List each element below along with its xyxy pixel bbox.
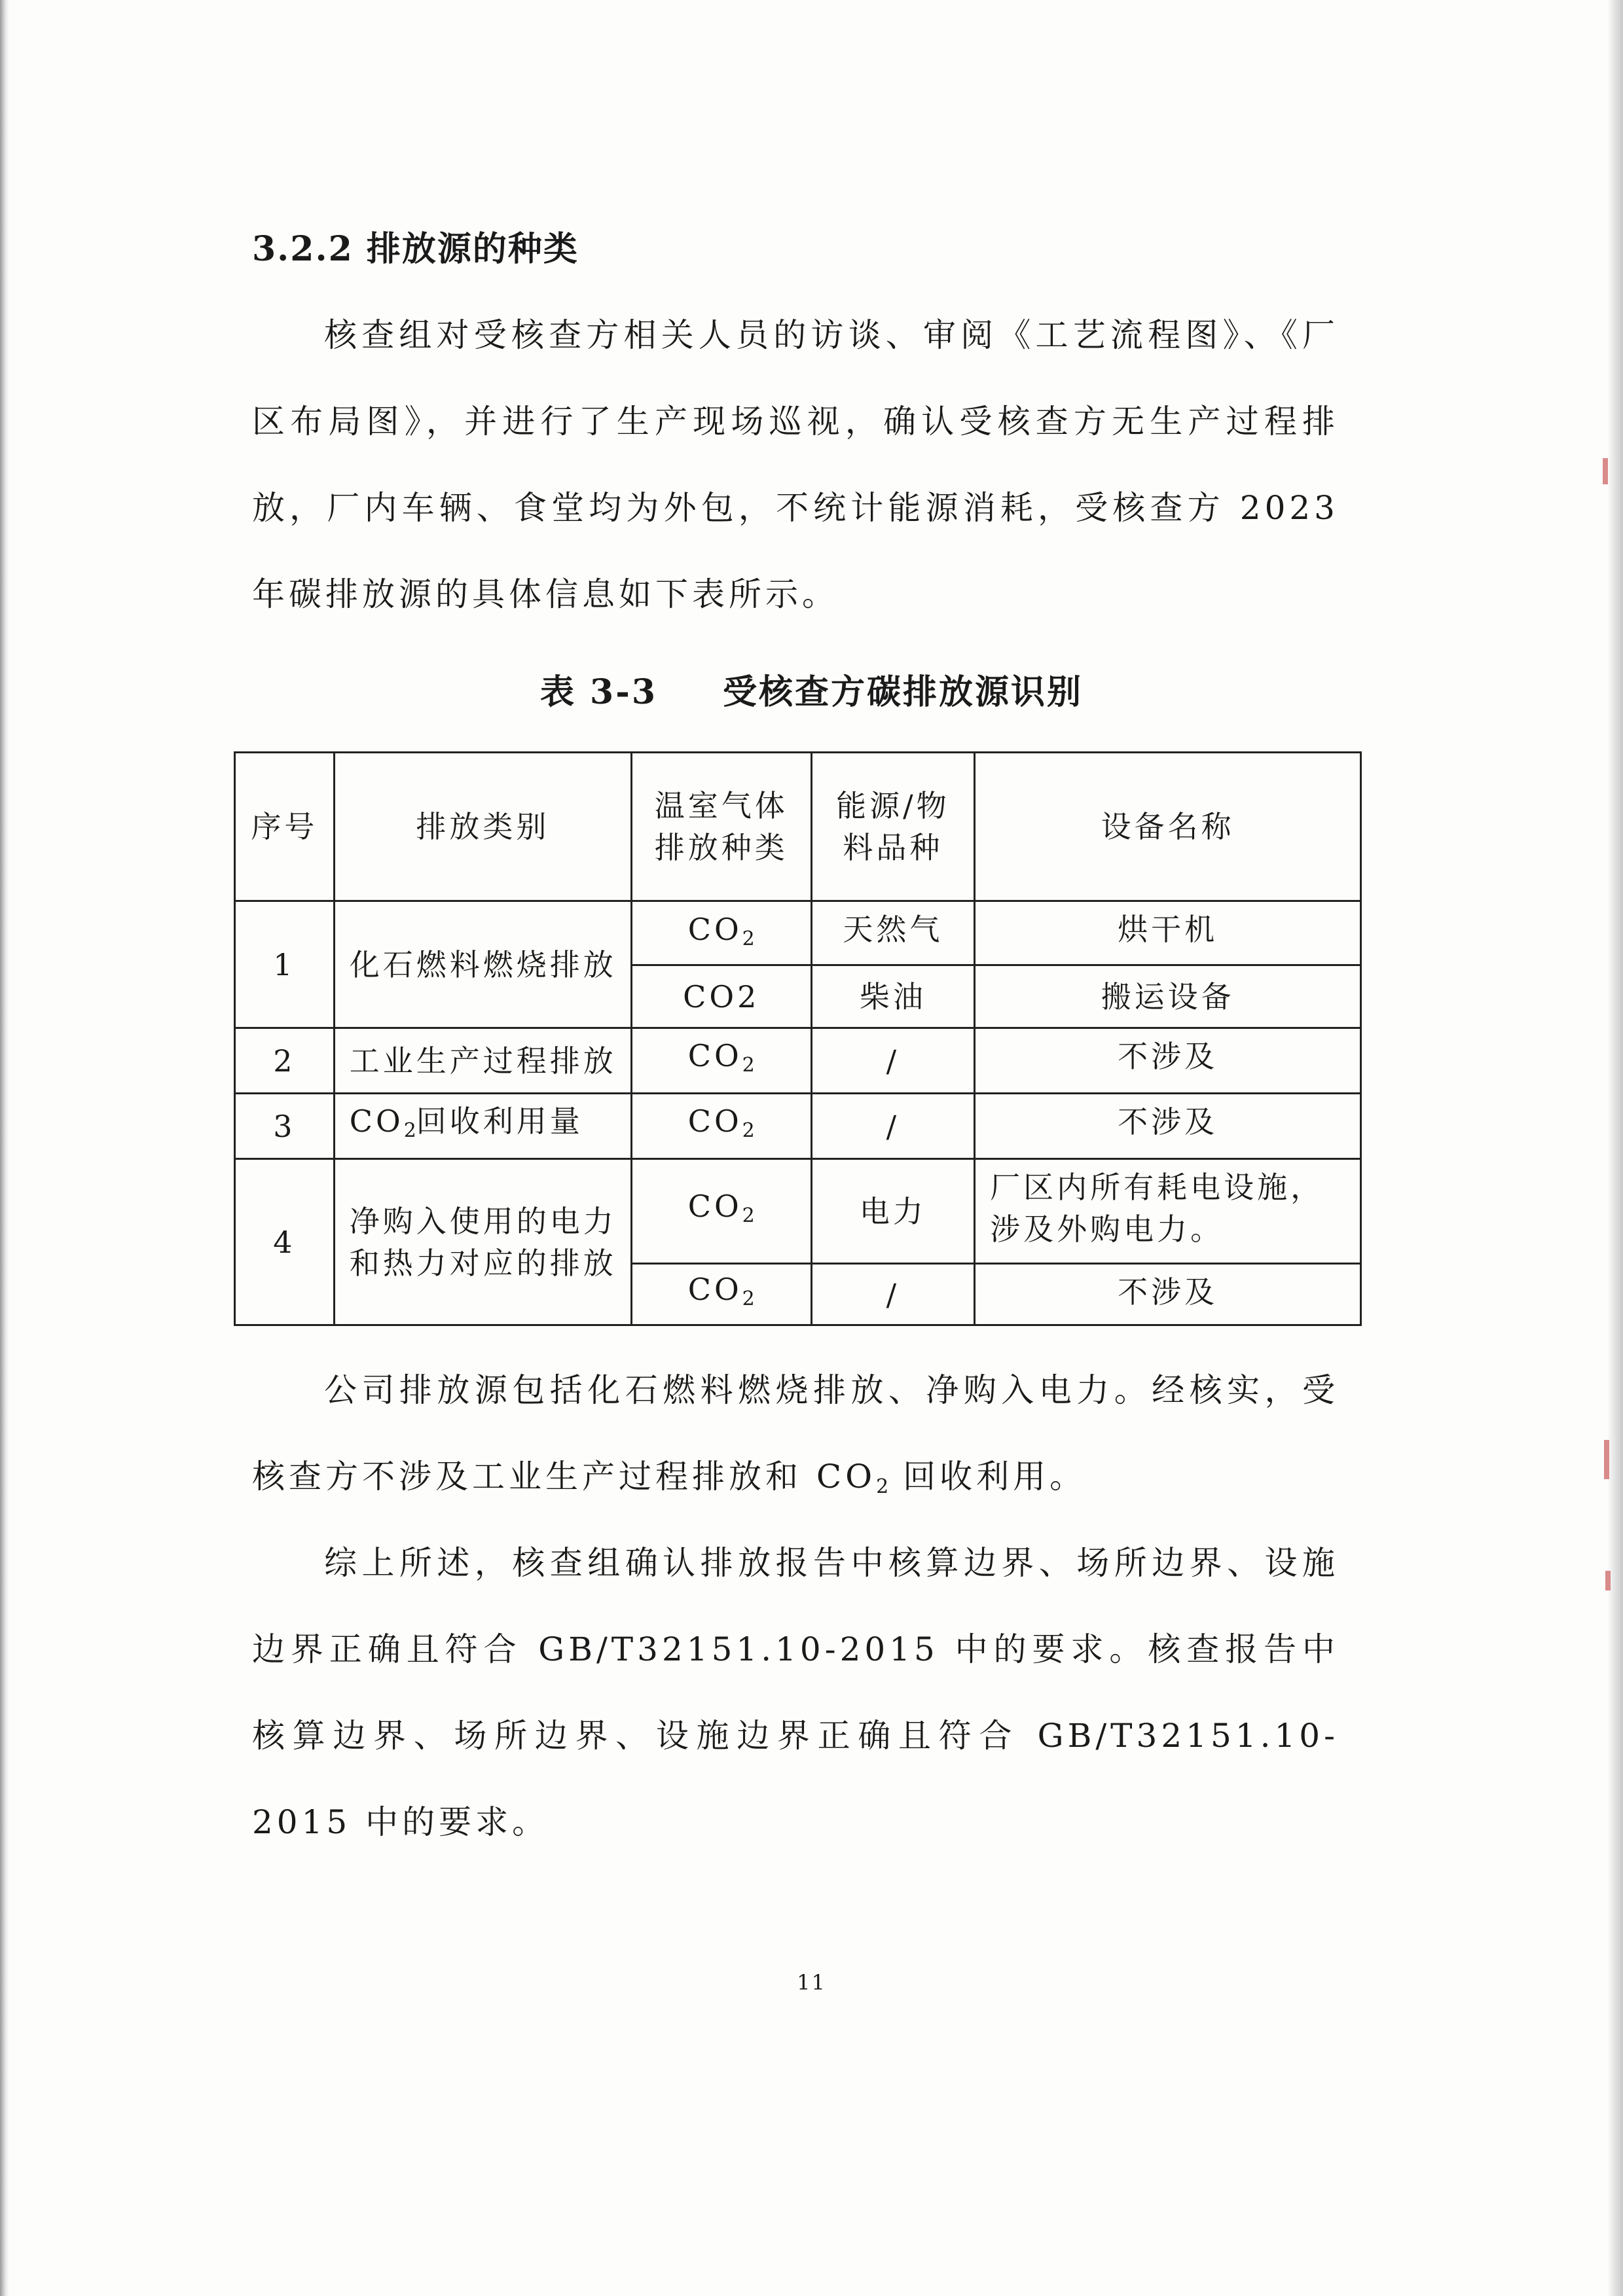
conclusion-paragraph: 综上所述，核查组确认排放报告中核算边界、场所边界、设施边界正确且符合 GB/T32151.10-2015 中的要求。核查报告中核算边界、场所边界、设施边界正确且符合 GB/T32151.10-2015 中的要求。 bbox=[252, 1544, 1339, 1841]
cell-seq: 2 bbox=[235, 1028, 335, 1094]
cell-equipment: 不涉及 bbox=[975, 1028, 1361, 1094]
summary-text-b: 回收利用。 bbox=[888, 1458, 1087, 1496]
header-ghg-line2: 排放种类 bbox=[654, 830, 788, 865]
co2-subscript: 2 bbox=[742, 1287, 755, 1310]
page-number: 11 bbox=[797, 1970, 826, 1995]
header-ghg-line1: 温室气体 bbox=[654, 788, 788, 823]
co2-subscript: 2 bbox=[742, 1119, 755, 1142]
emission-source-table bbox=[234, 751, 1362, 1326]
scan-mark bbox=[1605, 1571, 1611, 1590]
co2-subscript: 2 bbox=[742, 927, 755, 950]
category-suffix: 回收利用量 bbox=[416, 1103, 583, 1139]
cell-gas bbox=[631, 1159, 811, 1264]
scan-mark bbox=[1604, 1440, 1609, 1479]
cell-gas: CO2 bbox=[631, 965, 811, 1028]
header-energy-line1: 能源/物 bbox=[836, 788, 950, 823]
table-header-row bbox=[235, 753, 1361, 901]
cell-seq: 1 bbox=[235, 901, 335, 1028]
intro-paragraph: 核查组对受核查方相关人员的访谈、审阅《工艺流程图》、《厂区布局图》，并进行了生产现场巡视，确认受核查方无生产过程排放，厂内车辆、食堂均为外包，不统计能源消耗，受核查方 2023 年碳排放源的具体信息如下表所示。 bbox=[252, 316, 1339, 613]
co2-base: CO bbox=[687, 912, 742, 947]
co2-subscript: 2 bbox=[742, 1204, 755, 1227]
co2-subscript: 2 bbox=[403, 1119, 416, 1142]
co2-base: CO bbox=[349, 1103, 404, 1139]
table-row bbox=[235, 1094, 1361, 1159]
table-caption bbox=[0, 664, 1623, 713]
cell-category: 工业生产过程排放 bbox=[334, 1028, 631, 1094]
cell-seq: 3 bbox=[235, 1094, 335, 1159]
cell-equipment: 搬运设备 bbox=[975, 965, 1361, 1028]
section-heading: 3.2.2 排放源的种类 bbox=[252, 229, 579, 269]
cell-energy: 电力 bbox=[811, 1159, 975, 1264]
table-caption-number: 表 3-3 bbox=[539, 672, 658, 712]
table-row bbox=[235, 901, 1361, 965]
cell-category bbox=[334, 1094, 631, 1159]
header-energy-line2: 料品种 bbox=[843, 830, 943, 865]
scan-mark bbox=[1603, 458, 1608, 484]
cell-energy: 柴油 bbox=[811, 965, 975, 1028]
cell-gas bbox=[631, 1094, 811, 1159]
cell-equipment: 不涉及 bbox=[975, 1264, 1361, 1325]
cell-category bbox=[334, 1159, 631, 1325]
cell-energy: / bbox=[811, 1094, 975, 1159]
summary-paragraph bbox=[252, 1347, 1339, 1530]
category-line1: 净购入使用的电力 bbox=[349, 1203, 617, 1239]
cell-equipment: 不涉及 bbox=[975, 1094, 1361, 1159]
cell-gas bbox=[631, 1028, 811, 1094]
table-caption-title: 受核查方碳排放源识别 bbox=[723, 672, 1084, 712]
co2-subscript: 2 bbox=[742, 1054, 755, 1077]
co2-base: CO bbox=[687, 1189, 742, 1224]
header-ghg bbox=[631, 753, 811, 901]
cell-energy: / bbox=[811, 1264, 975, 1325]
category-line2: 和热力对应的排放 bbox=[349, 1245, 617, 1281]
summary-text-a: 公司排放源包括化石燃料燃烧排放、净购入电力。经核实，受核查方不涉及工业生产过程排放和 CO bbox=[252, 1371, 1339, 1496]
co2-base: CO bbox=[687, 1103, 742, 1139]
cell-gas bbox=[631, 901, 811, 965]
header-seq: 序号 bbox=[235, 753, 335, 901]
co2-base: CO bbox=[687, 1272, 742, 1307]
cell-gas bbox=[631, 1264, 811, 1325]
cell-category: 化石燃料燃烧排放 bbox=[334, 901, 631, 1028]
header-category: 排放类别 bbox=[334, 753, 631, 901]
table-row bbox=[235, 1159, 1361, 1264]
cell-energy: 天然气 bbox=[811, 901, 975, 965]
scan-edge-left bbox=[0, 0, 9, 2296]
header-equipment: 设备名称 bbox=[975, 753, 1361, 901]
co2-subscript: 2 bbox=[876, 1475, 889, 1498]
table-row bbox=[235, 1028, 1361, 1094]
cell-energy: / bbox=[811, 1028, 975, 1094]
scan-edge-right bbox=[1607, 0, 1623, 2296]
co2-base: CO bbox=[687, 1038, 742, 1073]
cell-equipment: 厂区内所有耗电设施，涉及外购电力。 bbox=[975, 1159, 1361, 1264]
cell-seq: 4 bbox=[235, 1159, 335, 1325]
cell-equipment: 烘干机 bbox=[975, 901, 1361, 965]
header-energy bbox=[811, 753, 975, 901]
